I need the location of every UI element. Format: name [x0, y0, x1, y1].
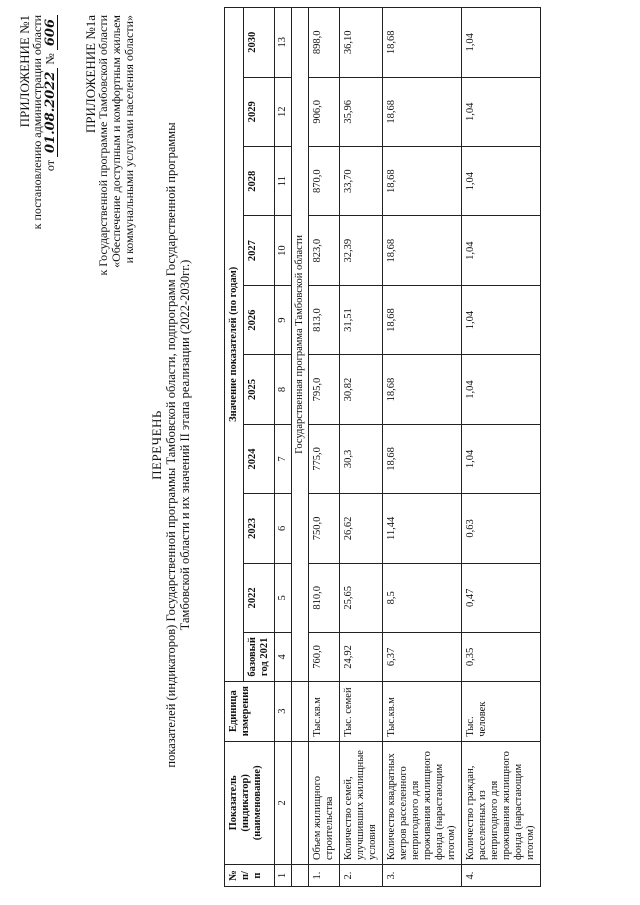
row-value: 32,39 [340, 216, 383, 285]
appendix-1-header [18, 15, 58, 345]
row-value: 1,04 [462, 355, 541, 424]
row-value: 1,04 [462, 424, 541, 493]
program-title: Государственная программа Тамбовской области [292, 8, 309, 682]
row-no: 2. [340, 865, 383, 887]
row-value: 31,51 [340, 285, 383, 354]
row-value: 11,44 [383, 494, 462, 563]
document-subtitle-1: показателей (индикаторов) Государственной программы Тамбовской области, подпрограмм Государственной программы [164, 122, 178, 768]
row-value: 750,0 [309, 494, 340, 563]
column-number: 9 [275, 285, 292, 354]
row-value: 1,04 [462, 285, 541, 354]
appendix-1a-header [84, 15, 136, 375]
header-year: 2026 [244, 285, 275, 354]
row-value: 1,04 [462, 8, 541, 78]
appendix-1a-line-1: к Государственной программе Тамбовской области [96, 15, 110, 276]
row-unit: Тыс.кв.м [309, 681, 340, 741]
column-number: 13 [275, 8, 292, 78]
column-number: 7 [275, 424, 292, 493]
header-base-year: базовый год 2021 [244, 633, 275, 682]
number-label: № [43, 53, 57, 65]
row-value: 18,68 [383, 285, 462, 354]
column-number: 4 [275, 633, 292, 682]
header-values: Значение показателей (по годам) [225, 8, 244, 682]
row-unit: Тыс. семей [340, 681, 383, 741]
program-section-row [292, 8, 309, 887]
row-no: 1. [309, 865, 340, 887]
row-value: 18,68 [383, 355, 462, 424]
document-title: ПЕРЕЧЕНЬ [149, 410, 164, 480]
column-number: 10 [275, 216, 292, 285]
row-unit: Тыс. человек [462, 681, 541, 741]
row-value: 18,68 [383, 147, 462, 216]
row-value: 0,63 [462, 494, 541, 563]
header-year: 2025 [244, 355, 275, 424]
row-value: 6,37 [383, 633, 462, 682]
appendix-1-title: ПРИЛОЖЕНИЕ №1 [17, 15, 32, 128]
row-value: 823,0 [309, 216, 340, 285]
column-number: 6 [275, 494, 292, 563]
header-year: 2028 [244, 147, 275, 216]
header-indicator: Показатель (индикатор) (наименование) [225, 741, 275, 864]
row-value: 36,10 [340, 8, 383, 78]
header-no: № п/п [225, 865, 275, 887]
row-value: 870,0 [309, 147, 340, 216]
appendix-1-date-line [44, 15, 58, 345]
appendix-1-line: к постановлению администрации области [30, 15, 44, 230]
row-value: 775,0 [309, 424, 340, 493]
header-year: 2030 [244, 8, 275, 78]
document-subtitle-2: Тамбовской области и их значений II этапа реализации (2022-2030гг.) [178, 259, 192, 631]
row-value: 1,04 [462, 147, 541, 216]
column-number-row [275, 8, 292, 887]
column-number: 11 [275, 147, 292, 216]
row-value: 18,68 [383, 424, 462, 493]
row-value: 18,68 [383, 216, 462, 285]
row-value: 30,3 [340, 424, 383, 493]
row-value: 0,47 [462, 563, 541, 632]
table-header-row [225, 8, 244, 887]
appendix-1a-title: ПРИЛОЖЕНИЕ №1а [83, 15, 98, 134]
row-value: 1,04 [462, 77, 541, 146]
table-row [383, 8, 462, 887]
table-row [462, 8, 541, 887]
row-value: 33,70 [340, 147, 383, 216]
row-value: 30,82 [340, 355, 383, 424]
appendix-1a-line-3: и коммунальными услугами населения области» [122, 15, 136, 264]
row-unit: Тыс.кв.м [383, 681, 462, 741]
row-value: 18,68 [383, 77, 462, 146]
document-heading [150, 45, 192, 845]
handwritten-date: 01.08.2022 [44, 68, 58, 157]
header-year: 2029 [244, 77, 275, 146]
row-value: 1,04 [462, 216, 541, 285]
column-number: 1 [275, 865, 292, 887]
row-value: 0,35 [462, 633, 541, 682]
row-value: 25,65 [340, 563, 383, 632]
row-value: 35,96 [340, 77, 383, 146]
header-unit: Единица измерения [225, 681, 275, 741]
row-value: 906,0 [309, 77, 340, 146]
handwritten-number: 606 [44, 15, 58, 50]
appendix-1a-line-2: «Обеспечение доступным и комфортным жильем [109, 15, 123, 268]
row-no: 3. [383, 865, 462, 887]
row-value: 760,0 [309, 633, 340, 682]
from-label: от [43, 160, 57, 172]
column-number: 12 [275, 77, 292, 146]
table-row [340, 8, 383, 887]
table-row [309, 8, 340, 887]
column-number: 8 [275, 355, 292, 424]
row-value: 795,0 [309, 355, 340, 424]
header-year: 2023 [244, 494, 275, 563]
indicators-table [224, 7, 541, 887]
row-value: 813,0 [309, 285, 340, 354]
row-indicator: Количество граждан, расселенных из непригодного для проживания жилищного фонда (нарастающим итогом) [462, 741, 541, 864]
column-number: 2 [275, 741, 292, 864]
row-value: 810,0 [309, 563, 340, 632]
row-value: 24,92 [340, 633, 383, 682]
row-no: 4. [462, 865, 541, 887]
row-value: 898,0 [309, 8, 340, 78]
row-value: 8,5 [383, 563, 462, 632]
row-indicator: Объем жилищного строительства [309, 741, 340, 864]
header-year: 2027 [244, 216, 275, 285]
row-indicator: Количество квадратных метров расселенного непригодного для проживания жилищного фонда (нарастающим итогом) [383, 741, 462, 864]
column-number: 5 [275, 563, 292, 632]
header-year: 2024 [244, 424, 275, 493]
column-number: 3 [275, 681, 292, 741]
row-indicator: Количество семей, улучшивших жилищные условия [340, 741, 383, 864]
row-value: 18,68 [383, 8, 462, 78]
header-year: 2022 [244, 563, 275, 632]
row-value: 26,62 [340, 494, 383, 563]
